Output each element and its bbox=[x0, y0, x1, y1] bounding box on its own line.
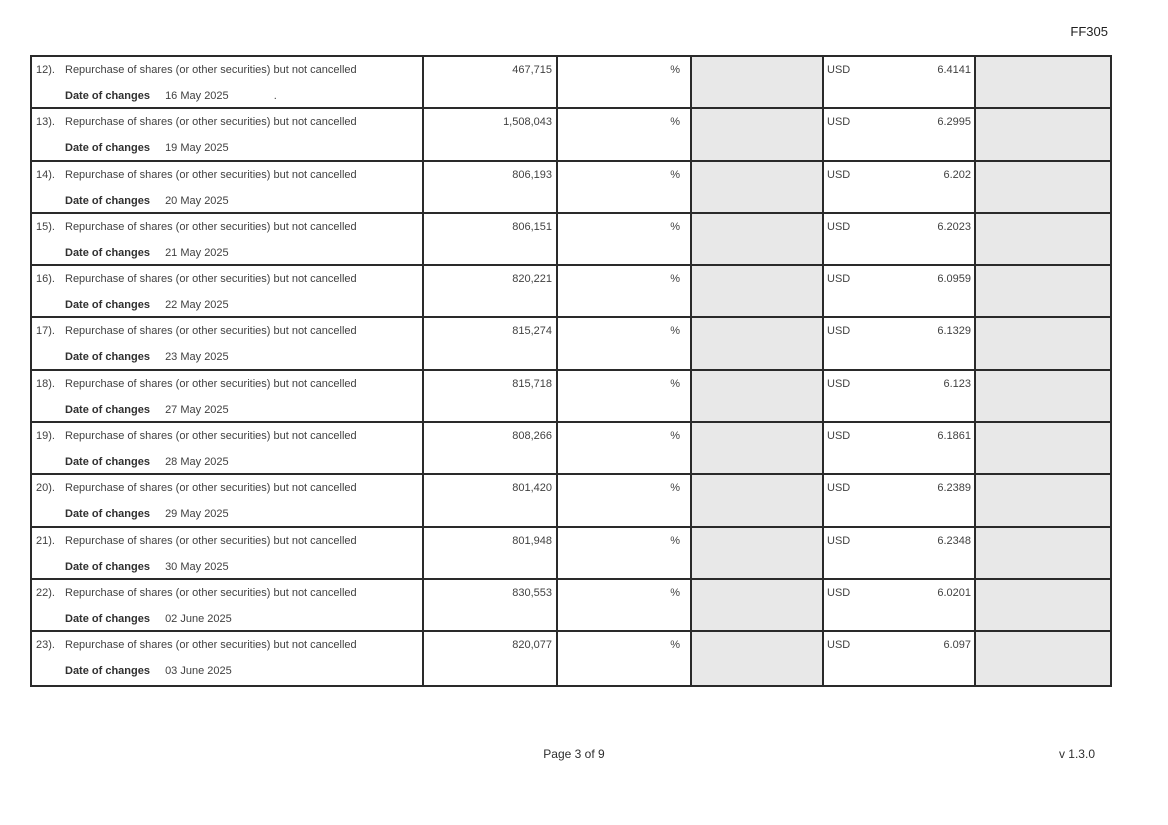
row-number: 14). bbox=[36, 168, 55, 181]
row-description: Repurchase of shares (or other securities) but not cancelled bbox=[65, 430, 357, 443]
table-row bbox=[32, 580, 1110, 632]
date-of-changes-label: Date of changes bbox=[65, 246, 150, 259]
shaded-empty-cell bbox=[692, 318, 824, 368]
percent-symbol: % bbox=[670, 116, 680, 129]
date-of-changes-line bbox=[65, 141, 271, 155]
row-description: Repurchase of shares (or other securities) but not cancelled bbox=[65, 325, 357, 338]
row-description: Repurchase of shares (or other securities) but not cancelled bbox=[65, 534, 357, 547]
currency-label: USD bbox=[827, 377, 851, 390]
row-number: 15). bbox=[36, 220, 55, 233]
shaded-empty-cell bbox=[692, 475, 824, 525]
percent-cell bbox=[558, 475, 692, 525]
exchange-rate-value: 6.2023 bbox=[937, 220, 971, 233]
table-row bbox=[32, 528, 1110, 580]
table-row bbox=[32, 266, 1110, 318]
table-row bbox=[32, 57, 1110, 109]
table-row bbox=[32, 318, 1110, 370]
currency-rate-cell bbox=[824, 109, 976, 159]
shares-value-cell bbox=[424, 423, 558, 473]
description-cell bbox=[32, 162, 424, 212]
row-number: 12). bbox=[36, 64, 55, 76]
row-description: Repurchase of shares (or other securities) but not cancelled bbox=[65, 116, 357, 129]
shares-value-cell bbox=[424, 580, 558, 630]
row-number: 18). bbox=[36, 377, 55, 390]
currency-rate-cell bbox=[824, 580, 976, 630]
percent-cell bbox=[558, 632, 692, 684]
version-label: v 1.3.0 bbox=[1058, 747, 1095, 761]
shares-value: 808,266 bbox=[512, 430, 552, 443]
currency-label: USD bbox=[827, 64, 851, 76]
shaded-empty-cell bbox=[976, 528, 1110, 578]
percent-cell bbox=[558, 528, 692, 578]
shares-value-cell bbox=[424, 162, 558, 212]
shaded-empty-cell bbox=[976, 318, 1110, 368]
percent-symbol: % bbox=[670, 534, 680, 547]
exchange-rate-value: 6.0959 bbox=[937, 273, 971, 286]
date-of-changes-label: Date of changes bbox=[65, 456, 150, 469]
currency-rate-cell bbox=[824, 371, 976, 421]
shares-value-cell bbox=[424, 318, 558, 368]
date-value: 27 May 2025 bbox=[165, 403, 229, 416]
date-of-changes-label: Date of changes bbox=[65, 299, 150, 312]
date-of-changes-line bbox=[65, 612, 274, 626]
shares-value: 467,715 bbox=[512, 64, 552, 76]
shaded-empty-cell bbox=[692, 266, 824, 316]
currency-rate-cell bbox=[824, 528, 976, 578]
currency-rate-cell bbox=[824, 214, 976, 264]
exchange-rate-value: 6.123 bbox=[943, 377, 971, 390]
date-of-changes-line bbox=[65, 664, 274, 678]
row-number: 17). bbox=[36, 325, 55, 338]
date-of-changes-label: Date of changes bbox=[65, 142, 150, 155]
percent-cell bbox=[558, 580, 692, 630]
percent-cell bbox=[558, 423, 692, 473]
shaded-empty-cell bbox=[692, 632, 824, 684]
currency-label: USD bbox=[827, 116, 851, 129]
shares-value: 1,508,043 bbox=[503, 116, 552, 129]
currency-label: USD bbox=[827, 534, 851, 547]
shares-value-cell bbox=[424, 266, 558, 316]
table-row bbox=[32, 632, 1110, 684]
percent-symbol: % bbox=[670, 168, 680, 181]
row-description: Repurchase of shares (or other securities) but not cancelled bbox=[65, 64, 357, 76]
table-row bbox=[32, 475, 1110, 527]
currency-rate-cell bbox=[824, 632, 976, 684]
percent-symbol: % bbox=[670, 586, 680, 599]
date-value: 19 May 2025 bbox=[165, 142, 229, 155]
shaded-empty-cell bbox=[976, 580, 1110, 630]
date-value: 28 May 2025 bbox=[165, 456, 229, 469]
currency-label: USD bbox=[827, 168, 851, 181]
currency-rate-cell bbox=[824, 266, 976, 316]
description-cell bbox=[32, 214, 424, 264]
description-cell bbox=[32, 475, 424, 525]
date-of-changes-line bbox=[65, 298, 271, 312]
currency-rate-cell bbox=[824, 162, 976, 212]
shaded-empty-cell bbox=[692, 57, 824, 107]
shares-value-cell bbox=[424, 632, 558, 684]
row-description: Repurchase of shares (or other securities) but not cancelled bbox=[65, 377, 357, 390]
date-of-changes-line bbox=[65, 350, 271, 364]
description-cell bbox=[32, 632, 424, 684]
date-of-changes-label: Date of changes bbox=[65, 194, 150, 207]
date-value: 23 May 2025 bbox=[165, 351, 229, 364]
row-number: 20). bbox=[36, 482, 55, 495]
shaded-empty-cell bbox=[692, 371, 824, 421]
exchange-rate-value: 6.1861 bbox=[937, 430, 971, 443]
date-of-changes-label: Date of changes bbox=[65, 665, 150, 678]
description-cell bbox=[32, 423, 424, 473]
description-cell bbox=[32, 109, 424, 159]
table-row bbox=[32, 109, 1110, 161]
currency-label: USD bbox=[827, 586, 851, 599]
shares-value: 801,948 bbox=[512, 534, 552, 547]
date-of-changes-label: Date of changes bbox=[65, 612, 150, 625]
shares-value: 820,077 bbox=[512, 639, 552, 652]
shaded-empty-cell bbox=[692, 528, 824, 578]
date-value: 29 May 2025 bbox=[165, 508, 229, 521]
description-cell bbox=[32, 57, 424, 107]
currency-rate-cell bbox=[824, 318, 976, 368]
currency-rate-cell bbox=[824, 423, 976, 473]
exchange-rate-value: 6.1329 bbox=[937, 325, 971, 338]
shaded-empty-cell bbox=[692, 423, 824, 473]
exchange-rate-value: 6.097 bbox=[943, 639, 971, 652]
percent-symbol: % bbox=[670, 377, 680, 390]
exchange-rate-value: 6.0201 bbox=[937, 586, 971, 599]
row-number: 23). bbox=[36, 639, 55, 652]
row-number: 16). bbox=[36, 273, 55, 286]
date-of-changes-line bbox=[65, 403, 271, 417]
repurchase-table bbox=[30, 55, 1112, 687]
currency-label: USD bbox=[827, 482, 851, 495]
row-description: Repurchase of shares (or other securities) but not cancelled bbox=[65, 586, 357, 599]
date-value: 21 May 2025 bbox=[165, 246, 229, 259]
shares-value: 820,221 bbox=[512, 273, 552, 286]
form-code: FF305 bbox=[1070, 24, 1108, 39]
row-number: 22). bbox=[36, 586, 55, 599]
percent-cell bbox=[558, 266, 692, 316]
date-of-changes-label: Date of changes bbox=[65, 403, 150, 416]
date-of-changes-line bbox=[65, 560, 271, 574]
percent-symbol: % bbox=[670, 273, 680, 286]
currency-label: USD bbox=[827, 273, 851, 286]
shaded-empty-cell bbox=[976, 266, 1110, 316]
date-of-changes-line bbox=[65, 246, 271, 260]
date-of-changes-line bbox=[65, 89, 277, 103]
shares-value-cell bbox=[424, 371, 558, 421]
currency-label: USD bbox=[827, 325, 851, 338]
percent-cell bbox=[558, 57, 692, 107]
exchange-rate-value: 6.202 bbox=[943, 168, 971, 181]
shaded-empty-cell bbox=[976, 475, 1110, 525]
shares-value: 806,151 bbox=[512, 220, 552, 233]
stray-dot: . bbox=[273, 90, 277, 102]
shares-value-cell bbox=[424, 57, 558, 107]
shares-value-cell bbox=[424, 214, 558, 264]
table-row bbox=[32, 371, 1110, 423]
row-description: Repurchase of shares (or other securities) but not cancelled bbox=[65, 168, 357, 181]
shares-value: 830,553 bbox=[512, 586, 552, 599]
date-of-changes-label: Date of changes bbox=[65, 560, 150, 573]
percent-cell bbox=[558, 371, 692, 421]
currency-rate-cell bbox=[824, 475, 976, 525]
exchange-rate-value: 6.2389 bbox=[937, 482, 971, 495]
shares-value: 815,718 bbox=[512, 377, 552, 390]
shaded-empty-cell bbox=[692, 580, 824, 630]
description-cell bbox=[32, 318, 424, 368]
shares-value-cell bbox=[424, 528, 558, 578]
shaded-empty-cell bbox=[976, 371, 1110, 421]
description-cell bbox=[32, 580, 424, 630]
shaded-empty-cell bbox=[976, 109, 1110, 159]
shaded-empty-cell bbox=[976, 162, 1110, 212]
row-number: 19). bbox=[36, 430, 55, 443]
description-cell bbox=[32, 266, 424, 316]
shaded-empty-cell bbox=[692, 214, 824, 264]
shaded-empty-cell bbox=[976, 423, 1110, 473]
date-of-changes-label: Date of changes bbox=[65, 508, 150, 521]
table-row bbox=[32, 214, 1110, 266]
date-value: 03 June 2025 bbox=[165, 665, 232, 678]
date-of-changes-line bbox=[65, 507, 271, 521]
currency-label: USD bbox=[827, 430, 851, 443]
currency-rate-cell bbox=[824, 57, 976, 107]
exchange-rate-value: 6.2348 bbox=[937, 534, 971, 547]
date-of-changes-line bbox=[65, 455, 271, 469]
date-value: 20 May 2025 bbox=[165, 194, 229, 207]
currency-label: USD bbox=[827, 220, 851, 233]
row-description: Repurchase of shares (or other securities) but not cancelled bbox=[65, 482, 357, 495]
description-cell bbox=[32, 371, 424, 421]
percent-cell bbox=[558, 318, 692, 368]
shaded-empty-cell bbox=[692, 109, 824, 159]
shares-value-cell bbox=[424, 109, 558, 159]
percent-symbol: % bbox=[670, 430, 680, 443]
date-of-changes-label: Date of changes bbox=[65, 90, 150, 102]
page-number: Page 3 of 9 bbox=[543, 747, 605, 761]
exchange-rate-value: 6.4141 bbox=[937, 64, 971, 76]
row-number: 13). bbox=[36, 116, 55, 129]
percent-cell bbox=[558, 109, 692, 159]
row-description: Repurchase of shares (or other securities) but not cancelled bbox=[65, 273, 357, 286]
date-value: 16 May 2025 bbox=[165, 90, 229, 102]
currency-label: USD bbox=[827, 639, 851, 652]
description-cell bbox=[32, 528, 424, 578]
shaded-empty-cell bbox=[976, 214, 1110, 264]
shaded-empty-cell bbox=[976, 632, 1110, 684]
shaded-empty-cell bbox=[692, 162, 824, 212]
exchange-rate-value: 6.2995 bbox=[937, 116, 971, 129]
date-value: 02 June 2025 bbox=[165, 612, 232, 625]
percent-symbol: % bbox=[670, 482, 680, 495]
table-row bbox=[32, 423, 1110, 475]
date-of-changes-label: Date of changes bbox=[65, 351, 150, 364]
row-number: 21). bbox=[36, 534, 55, 547]
percent-cell bbox=[558, 162, 692, 212]
row-description: Repurchase of shares (or other securities) but not cancelled bbox=[65, 639, 357, 652]
shares-value: 815,274 bbox=[512, 325, 552, 338]
date-value: 22 May 2025 bbox=[165, 299, 229, 312]
date-value: 30 May 2025 bbox=[165, 560, 229, 573]
table-row bbox=[32, 162, 1110, 214]
percent-symbol: % bbox=[670, 639, 680, 652]
percent-cell bbox=[558, 214, 692, 264]
row-description: Repurchase of shares (or other securities) but not cancelled bbox=[65, 220, 357, 233]
percent-symbol: % bbox=[670, 220, 680, 233]
shares-value-cell bbox=[424, 475, 558, 525]
shares-value: 801,420 bbox=[512, 482, 552, 495]
date-of-changes-line bbox=[65, 194, 271, 208]
percent-symbol: % bbox=[670, 325, 680, 338]
shaded-empty-cell bbox=[976, 57, 1110, 107]
percent-symbol: % bbox=[670, 64, 680, 76]
shares-value: 806,193 bbox=[512, 168, 552, 181]
